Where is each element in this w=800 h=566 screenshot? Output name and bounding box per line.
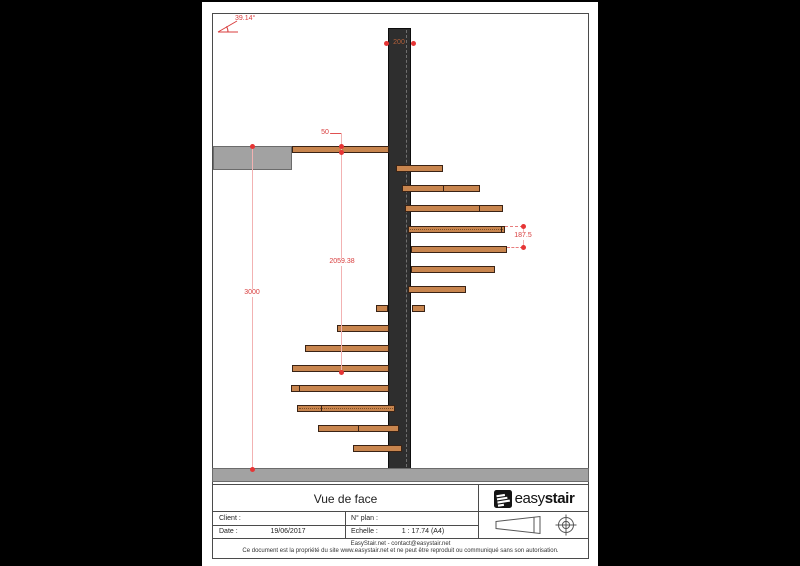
ground-floor: [212, 468, 589, 482]
plan-number-label: N° plan :: [351, 515, 378, 522]
stair-logo-icon: [494, 490, 512, 508]
dimension-label-dim_total: 3000: [244, 289, 260, 296]
stair-tread: [396, 165, 443, 172]
dimension-endpoint: [384, 41, 389, 46]
dimension-endpoint: [521, 224, 526, 229]
tread-hidden-edge: [299, 408, 393, 409]
dimension-leader: [330, 133, 341, 134]
tread-joint: [479, 206, 480, 211]
date-label: Date :: [219, 528, 238, 535]
projection-symbol: [478, 512, 590, 539]
stair-tread: [376, 305, 388, 312]
angle-value: 39.14°: [235, 15, 256, 22]
date-value: 19/06/2017: [270, 528, 306, 535]
stair-tread: [402, 185, 480, 192]
scale-label: Echelle :: [351, 528, 378, 535]
dimension-endpoint: [250, 144, 255, 149]
view-title: Vue de face: [313, 491, 378, 506]
tread-hidden-edge: [410, 229, 503, 230]
dimension-endpoint: [250, 467, 255, 472]
tread-joint: [443, 186, 444, 191]
dimension-label-dim_rise: 187.5: [514, 232, 532, 239]
dimension-line-dim_total: [252, 146, 253, 469]
logo-wordmark: [515, 490, 575, 507]
footer-contact: EasyStair.net - contact@easystair.net: [350, 541, 451, 547]
client-label: Client :: [219, 515, 241, 522]
dimension-line-dim_mid: [341, 133, 342, 372]
stair-tread: [305, 345, 389, 352]
stair-tread: [405, 205, 503, 212]
footer-copyright: Ce document est la propriété du site www.easystair.net et ne peut être reproduit ou communiqué sans son autorisation.: [242, 548, 559, 554]
title-block-footer: [213, 539, 588, 558]
stair-tread: [297, 405, 395, 412]
stair-tread: [291, 385, 389, 392]
angle-annotation: [216, 17, 276, 37]
stair-tread: [408, 286, 466, 293]
stair-tread: [353, 445, 402, 452]
center-pole: [388, 28, 411, 469]
dimension-endpoint: [339, 144, 344, 149]
stair-tread: [318, 425, 399, 432]
dimension-label-step_thickness: 50: [321, 129, 329, 136]
stair-tread: [412, 305, 425, 312]
dimension-label-pole_width: 200: [393, 39, 405, 46]
dimension-endpoint: [521, 245, 526, 250]
logo-text-easy: easy: [514, 490, 545, 507]
cone-symbol: [496, 517, 540, 534]
stair-tread: [411, 246, 507, 253]
tread-joint: [358, 426, 359, 431]
dimension-endpoint: [339, 370, 344, 375]
drawing-page: [202, 2, 598, 566]
dimension-endpoint: [339, 150, 344, 155]
easystair-logo: [478, 485, 590, 512]
dimension-endpoint: [411, 41, 416, 46]
stair-tread: [411, 266, 495, 273]
dimension-label-dim_mid: 2059.38: [329, 258, 355, 265]
title-block: [212, 484, 589, 559]
stair-tread: [408, 226, 505, 233]
title-block-line: [345, 512, 346, 538]
scale-value: 1 : 17.74 (A4): [401, 528, 445, 535]
tread-joint: [299, 386, 300, 391]
logo-text-stair: stair: [544, 490, 575, 507]
pole-hidden-edge: [406, 30, 407, 467]
stair-tread: [337, 325, 389, 332]
